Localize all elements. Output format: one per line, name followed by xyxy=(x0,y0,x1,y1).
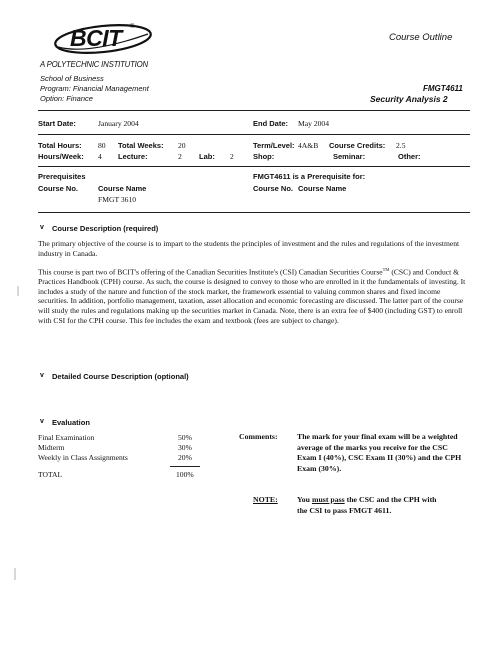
prereq-course-name: FMGT 3610 xyxy=(98,195,137,204)
end-date-value: May 2004 xyxy=(298,119,330,128)
document-type: Course Outline xyxy=(389,32,453,43)
seminar-label: Seminar: xyxy=(333,152,366,161)
description-paragraph-2-start: This course is part two of BCIT's offering of the Canadian Securities Institute's (CSI) Canadian Securities Course xyxy=(38,267,383,277)
course-credits-value: 2.5 xyxy=(396,141,406,150)
option-name: Option: Finance xyxy=(40,94,93,103)
note-text-end: the CSC and the CPH with the CSI to pass FMGT 4611. xyxy=(297,495,437,515)
note-emphasis: must pass xyxy=(311,495,345,504)
description-paragraph-2 xyxy=(38,265,470,325)
term-level-value: 4A&B xyxy=(298,141,319,150)
total-value: 100% xyxy=(176,470,194,479)
prerequisite-for-heading: FMGT4611 is a Prerequisite for: xyxy=(253,172,366,181)
total-underline xyxy=(170,466,200,467)
logo-text: BCIT xyxy=(70,25,122,51)
program-name: Program: Financial Management xyxy=(40,84,149,93)
note-text xyxy=(297,495,447,516)
total-hours-label: Total Hours: xyxy=(38,141,82,150)
prereq-for-course-no-header: Course No. xyxy=(253,184,294,193)
prereq-course-name-header: Course Name xyxy=(98,184,147,193)
prereq-for-course-name-header: Course Name xyxy=(298,184,347,193)
logo-registered-mark: ® xyxy=(130,24,135,30)
comments-label: Comments: xyxy=(239,432,278,441)
school-name: School of Business xyxy=(40,74,104,83)
eval-item-value: 20% xyxy=(178,452,192,462)
info-bottom-divider xyxy=(38,166,470,167)
trademark-mark: TM xyxy=(382,267,390,272)
prereq-divider xyxy=(38,212,470,213)
eval-item-value: 50% xyxy=(178,432,192,442)
scan-mark xyxy=(14,568,16,580)
detailed-bullet-icon: v xyxy=(40,372,44,379)
lecture-value: 2 xyxy=(178,152,182,161)
description-paragraph-2-rest: (CSC) and Conduct & Practices Handbook (CPH) course. As such, the course is designed to convey to those who are enrolled in it the fundamentals of investing. It includes a study of the nature and function of the stock market, the framework essential to valuing common shares and fixed income securities. In addition, portfolio management, taxation, asset allocation and economic forecasting are discussed. The latter part of the course will study the rules and regulations making up the securities market in Canada. Note, there is an extra fee of $400 (including GST) to enroll with CSI for the CPH course. This fee includes the exam and textbook (fees are subject to change). xyxy=(38,267,466,325)
evaluation-table xyxy=(38,432,218,462)
info-divider xyxy=(38,134,470,135)
total-weeks-label: Total Weeks: xyxy=(118,141,164,150)
evaluation-bullet-icon: v xyxy=(40,418,44,425)
note-label: NOTE: xyxy=(253,495,278,504)
lecture-label: Lecture: xyxy=(118,152,148,161)
start-date-value: January 2004 xyxy=(98,119,139,128)
description-paragraph-1: The primary objective of the course is to impart to the students the principles of investment and the rules and regulations of the investment industry in Canada. xyxy=(38,239,460,258)
term-level-label: Term/Level: xyxy=(253,141,295,150)
lab-value: 2 xyxy=(230,152,234,161)
shop-label: Shop: xyxy=(253,152,275,161)
course-description-heading: Course Description (required) xyxy=(52,224,159,233)
other-label: Other: xyxy=(398,152,421,161)
end-date-label: End Date: xyxy=(253,119,289,128)
course-code: FMGT4611 xyxy=(423,84,463,93)
table-row xyxy=(38,442,218,452)
hours-week-value: 4 xyxy=(98,152,102,161)
prereq-course-no-header: Course No. xyxy=(38,184,79,193)
description-bullet-icon: v xyxy=(40,224,44,231)
header-divider xyxy=(38,110,470,111)
eval-item-label: Weekly in Class Assignments xyxy=(38,452,128,462)
note-text-start: You xyxy=(297,495,312,504)
eval-item-label: Final Examination xyxy=(38,432,95,442)
table-row xyxy=(38,432,218,442)
evaluation-heading: Evaluation xyxy=(52,418,90,427)
start-date-label: Start Date: xyxy=(38,119,76,128)
lab-label: Lab: xyxy=(199,152,215,161)
total-hours-value: 80 xyxy=(98,141,106,150)
course-title: Security Analysis 2 xyxy=(370,94,448,104)
prerequisites-heading: Prerequisites xyxy=(38,172,86,181)
course-credits-label: Course Credits: xyxy=(329,141,386,150)
eval-item-value: 30% xyxy=(178,442,192,452)
eval-item-label: Midterm xyxy=(38,442,65,452)
institution-tagline: A POLYTECHNIC INSTITUTION xyxy=(40,60,148,69)
hours-week-label: Hours/Week: xyxy=(38,152,84,161)
total-label: TOTAL xyxy=(38,470,63,479)
scan-mark xyxy=(17,286,19,296)
table-row xyxy=(38,452,218,462)
detailed-description-heading: Detailed Course Description (optional) xyxy=(52,372,189,381)
comments-text: The mark for your final exam will be a weighted average of the marks you receive for the CSC Exam I (40%), CSC Exam II (30%) and the CPH Exam (30%). xyxy=(297,432,462,473)
total-weeks-value: 20 xyxy=(178,141,186,150)
